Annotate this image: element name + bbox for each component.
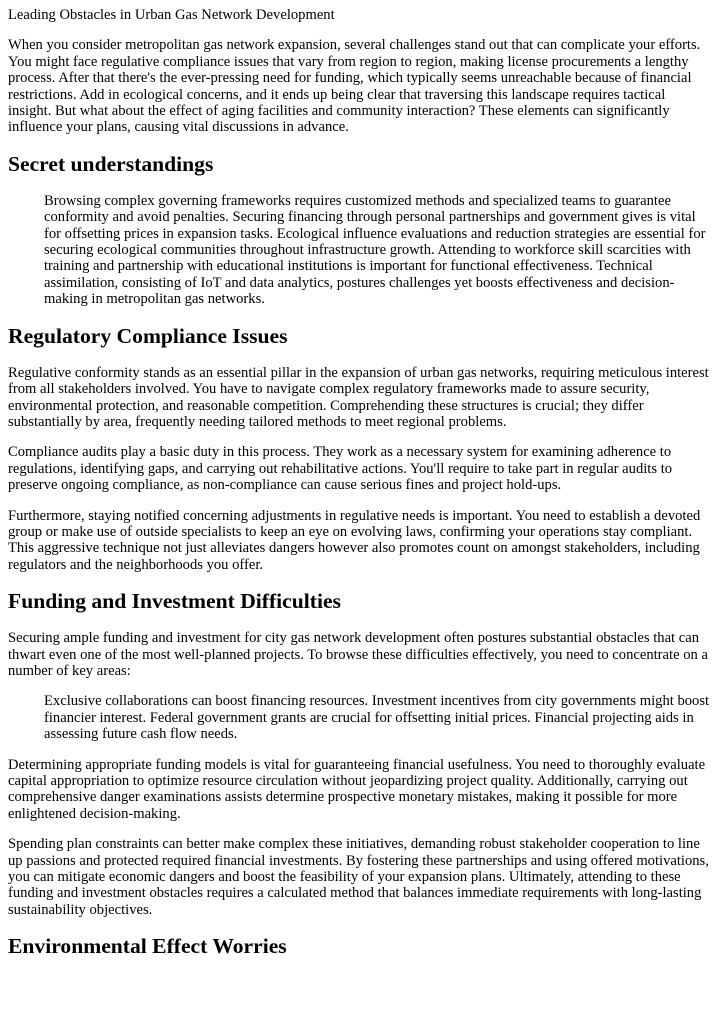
regulatory-paragraph-3: Furthermore, staying notified concerning adjustments in regulative needs is important. You need to establish a devoted group or make use of outside specialists to keep an eye on evolving laws, confirming your operations stay compliant. This aggressive technique not just alleviates dangers however also promotes count on amongst stakeholders, including regulators and the neighborhoods you offer. [8, 507, 701, 573]
section-heading-key-insights: Secret understandings [8, 151, 214, 176]
section-heading-regulatory: Regulatory Compliance Issues [8, 323, 288, 348]
regulatory-paragraph-1: Regulative conformity stands as an essential pillar in the expansion of urban gas networks, requiring meticulous interest from all stakeholders involved. You have to navigate complex regulatory frameworks made to assure security, environmental protection, and reasonable competition. Comprehending these structures is crucial; they differ substantially by area, frequently needing tailored methods to meet regional problems. [8, 364, 709, 430]
funding-quote: Exclusive collaborations can boost financing resources. Investment incentives from city governments might boost financier interest. Federal government grants are crucial for offsetting initial prices. Financial projecting aids in assessing future cash flow needs. [44, 693, 710, 743]
document-title: Leading Obstacles in Urban Gas Network Development [8, 7, 335, 23]
section-heading-funding: Funding and Investment Difficulties [8, 589, 341, 614]
regulatory-paragraph-2: Compliance audits play a basic duty in this process. They work as a necessary system for examining adherence to regulations, identifying gaps, and carrying out rehabilitative actions. You'll require to take part in regular audits to preserve ongoing compliance, as non-compliance can cause serious fines and project hold-ups. [8, 444, 673, 494]
section-heading-environmental: Environmental Effect Worries [8, 934, 287, 959]
intro-paragraph: When you consider metropolitan gas network expansion, several challenges stand out that can complicate your efforts. You might face regulative compliance issues that vary from region to region, making license procurements a lengthy process. After that there's the ever-pressing need for funding, which typically seems unreachable because of financial restrictions. Add in ecological concerns, and it ends up being clear that traversing this landscape requires tactical insight. But what about the effect of aging facilities and community interaction? These elements can significantly influence your plans, causing vital discussions in advance. [8, 37, 701, 136]
funding-paragraph-1: Securing ample funding and investment for city gas network development often postures substantial obstacles that can thwart even one of the most well-planned projects. To browse these difficulties effectively, you need to concentrate on a number of key areas: [8, 630, 708, 679]
funding-paragraph-2: Determining appropriate funding models is vital for guaranteeing financial usefulness. You need to thoroughly evaluate capital appropriation to optimize resource circulation without jeopardizing project quality. Additionally, carrying out comprehensive danger examinations assists determine prospective monetary mistakes, making it possible for more enlightened decision-making. [8, 756, 706, 822]
key-insights-quote: Browsing complex governing frameworks requires customized methods and specialized teams to guarantee conformity and avoid penalties. Securing financing through personal partnerships and government gives is vital for offsetting prices in expansion tasks. Ecological influence evaluations and reduction strategies are essential for securing ecological communities throughout infrastructure growth. Attending to workforce skill scarcities with training and partnership with educational institutions is important for functional effectiveness. Technical assimilation, consisting of IoT and data analytics, postures challenges yet boosts effectiveness and decision-making in metropolitan gas networks. [44, 192, 706, 308]
funding-paragraph-3: Spending plan constraints can better make complex these initiatives, demanding robust stakeholder cooperation to line up passions and protected required financial investments. By fostering these partnerships and using offered motivations, you can mitigate economic dangers and boost the feasibility of your expansion plans. Ultimately, attending to these funding and investment obstacles requires a calculated method that balances immediate requirements with long-lasting sustainability objectives. [8, 836, 709, 918]
